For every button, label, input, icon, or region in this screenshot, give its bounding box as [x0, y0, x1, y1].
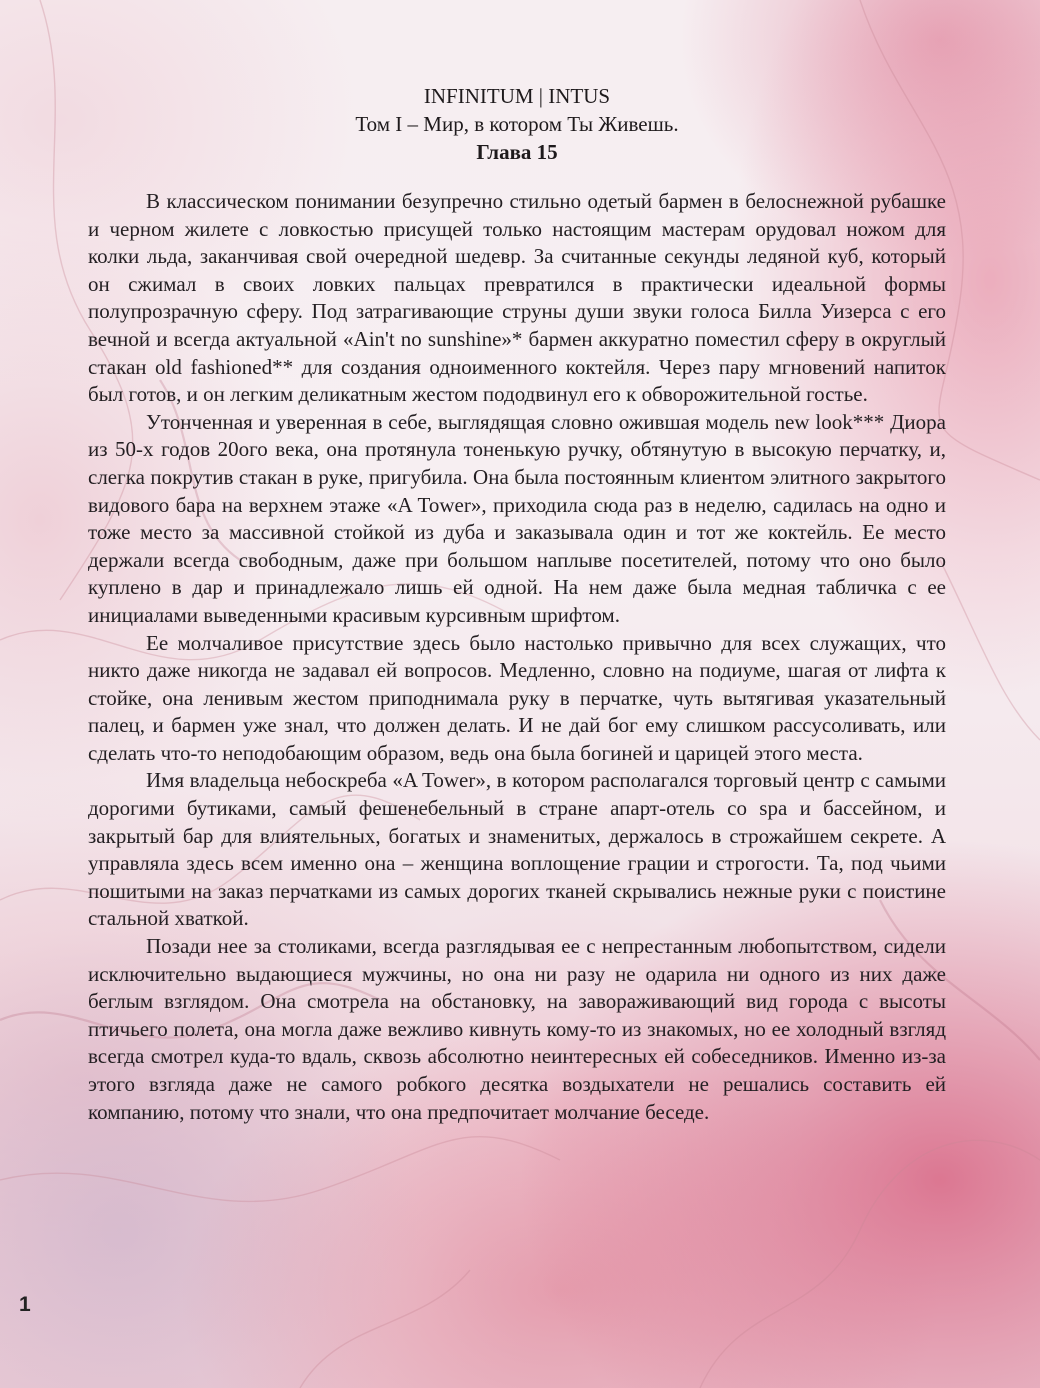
series-title: INFINITUM | INTUS: [423, 84, 611, 108]
chapter-title: Глава 15: [476, 140, 558, 164]
paragraph: Ее молчаливое присутствие здесь было настолько привычно для всех служащих, что никто даже никогда не задавал ей вопросов. Медленно, словно на подиуме, шагая от лифта к стойке, она ленивым жестом приподнимала руку в перчатке, чуть вытягивая указательный палец, и бармен уже знал, что должен делать. И не дай бог ему слишком рассусоливать, или сделать что-то неподобающим образом, ведь она была богиней и царицей этого места.: [88, 630, 946, 765]
document-header: [88, 82, 946, 166]
paragraph: Имя владельца небоскреба «A Tower», в котором располагался торговый центр с самыми дорогими бутиками, самый фешенебельный в стране апарт-отель со spa и бассейном, и закрытый бар для влиятельных, богатых и знаменитых, держалось в строжайшем секрете. А управляла здесь всем именно она – женщина воплощение грации и строгости. Та, под чьими пошитыми на заказ перчатками из самых дорогих тканей скрывались нежные руки с поистине стальной хваткой.: [88, 768, 946, 931]
chapter-body: [88, 188, 946, 1126]
page-number: 1: [19, 1293, 31, 1316]
paragraph: В классическом понимании безупречно стильно одетый бармен в белоснежной рубашке и черном жилете с ловкостью присущей только настоящим мастерам орудовал ножом для колки льда, заканчивая свой очередной шедевр. За считанные секунды ледяной куб, который он сжимал в своих ловких пальцах превратился в практически идеальной формы полупрозрачную сферу. Под затрагивающие струны души звуки голоса Билла Уизерса с его вечной и всегда актуальной «Ain't no sunshine»* бармен аккуратно поместил сферу в округлый стакан old fashioned** для создания одноименного коктейля. Через пару мгновений напиток был готов, и он легким деликатным жестом пододвинул его к обворожительной гостье.: [88, 189, 946, 407]
paragraph: Утонченная и уверенная в себе, выглядящая словно ожившая модель new look*** Диора из 50-х годов 20ого века, она протянула тоненькую ручку, обтянутую в высокую перчатку, и, слегка покрутив стакан в руке, пригубила. Она была постоянным клиентом элитного закрытого видового бара на верхнем этаже «A Tower», приходила сюда раз в неделю, садилась на одно и тоже место за массивной стойкой из дуба и заказывала один и тот же коктейль. Ее место держали всегда свободным, даже при большом наплыве посетителей, потому что оно было куплено в дар и принадлежало лишь ей одной. На нем даже была медная табличка с ее инициалами выведенными красивым курсивным шрифтом.: [88, 409, 946, 627]
volume-title: Том I – Мир, в котором Ты Живешь.: [355, 112, 679, 136]
paragraph: Позади нее за столиками, всегда разглядывая ее с непрестанным любопытством, сидели исключительно выдающиеся мужчины, но она ни разу не одарила ни одного из них даже беглым взглядом. Она смотрела на обстановку, на завораживающий вид города с высоты птичьего полета, она могла даже вежливо кивнуть кому-то из знакомых, но ее холодный взгляд всегда смотрел куда-то вдаль, сквозь абсолютно неинтересных ей собеседников. Именно из-за этого взгляда даже не самого робкого десятка воздыхатели не решались составить ей компанию, потому что знали, что она предпочитает молчание беседе.: [88, 934, 946, 1124]
page-content: [88, 82, 946, 1126]
